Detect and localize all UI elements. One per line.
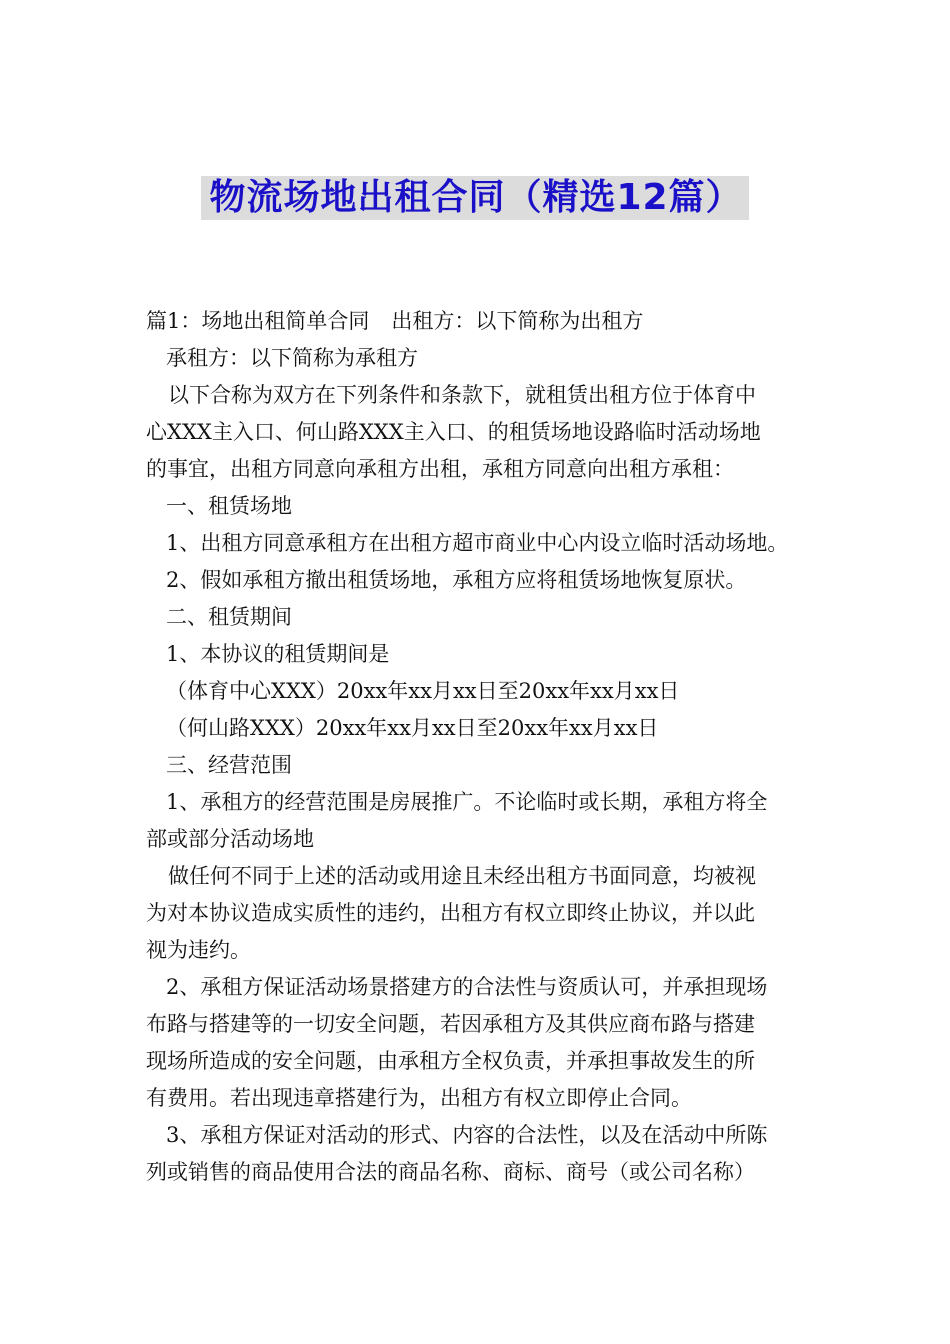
document-title: 物流场地出租合同（精选12篇） [201,176,748,220]
document-body [146,303,810,1191]
body-line: 心XXX主入口、何山路XXX主入口、的租赁场地设路临时活动场地 [146,420,761,444]
body-line: 1、本协议的租赁期间是 [166,642,390,666]
body-line: 有费用。若出现违章搭建行为，出租方有权立即停止合同。 [146,1086,692,1110]
section-heading: 一、租赁场地 [166,494,292,518]
body-line: 部或部分活动场地 [146,827,314,851]
body-line: （何山路XXX）20xx年xx月xx日至20xx年xx月xx日 [166,716,659,740]
body-line: 现场所造成的安全问题，由承租方全权负责，并承担事故发生的所 [146,1049,755,1073]
body-line: 视为违约。 [146,938,251,962]
body-line: 为对本协议造成实质性的违约，出租方有权立即终止协议，并以此 [146,901,755,925]
title-area [0,176,950,220]
body-line [146,303,810,340]
body-line: 1、出租方同意承租方在出租方超市商业中心内设立临时活动场地。 [166,531,789,555]
body-line-part: 篇1：场地出租简单合同 [146,309,370,333]
body-line: 布路与搭建等的一切安全问题，若因承租方及其供应商布路与搭建 [146,1012,755,1036]
body-line: 承租方：以下简称为承租方 [166,346,418,370]
section-heading: 三、经营范围 [166,753,292,777]
body-line: 列或销售的商品使用合法的商品名称、商标、商号（或公司名称） [146,1160,755,1184]
body-line: 3、承租方保证对活动的形式、内容的合法性，以及在活动中所陈 [166,1123,768,1147]
body-line: 以下合称为双方在下列条件和条款下，就租赁出租方位于体育中 [168,383,756,407]
section-heading: 二、租赁期间 [166,605,292,629]
body-line-part: 出租方：以下简称为出租方 [391,309,644,333]
body-line: 做任何不同于上述的活动或用途且未经出租方书面同意，均被视 [168,864,756,888]
body-line: 2、假如承租方撤出租赁场地，承租方应将租赁场地恢复原状。 [166,568,747,592]
body-line: （体育中心XXX）20xx年xx月xx日至20xx年xx月xx日 [166,679,680,703]
body-line: 1、承租方的经营范围是房展推广。不论临时或长期，承租方将全 [166,790,768,814]
body-line: 的事宜，出租方同意向承租方出租，承租方同意向出租方承租： [146,457,734,481]
body-line: 2、承租方保证活动场景搭建方的合法性与资质认可，并承担现场 [166,975,768,999]
